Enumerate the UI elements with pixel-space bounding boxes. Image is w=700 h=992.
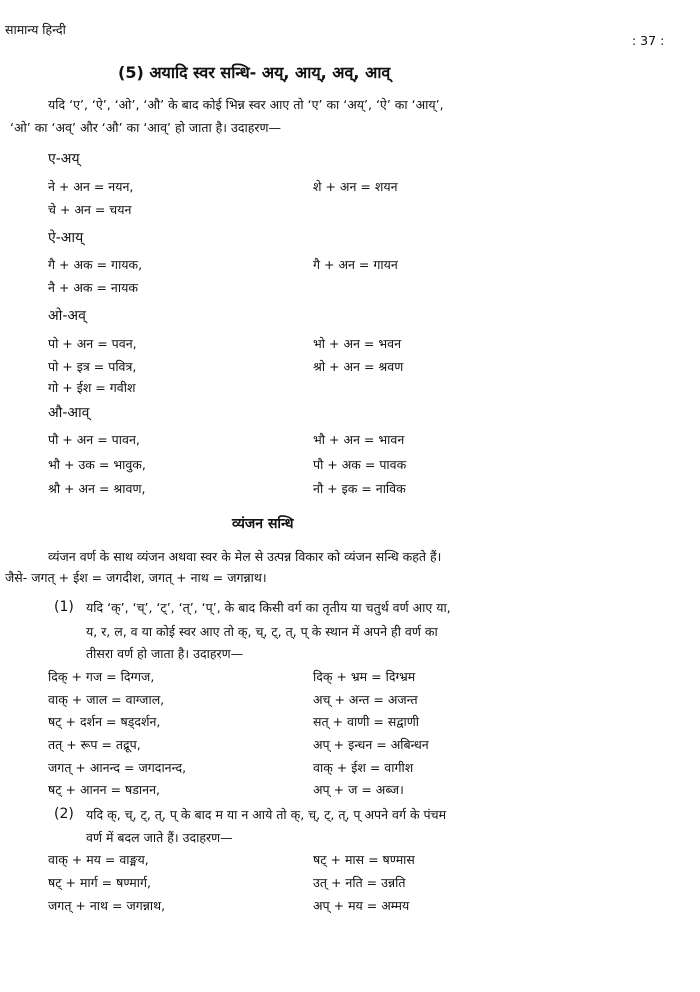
example: शे + अन = शयन	[313, 179, 398, 194]
group-heading: ए-अय्	[48, 151, 80, 167]
group-heading: औ-आव्	[48, 405, 90, 421]
example: भो + अन = भवन	[313, 336, 402, 351]
example: षट् + दर्शन = षड्दर्शन,	[48, 714, 161, 729]
example: गो + ईश = गवीश	[48, 380, 136, 395]
example: उत् + नति = उन्नति	[313, 875, 406, 890]
example: श्रौ + अन = श्रावण,	[48, 481, 146, 496]
example: पौ + अन = पावन,	[48, 432, 140, 447]
example: दिक् + गज = दिग्गज,	[48, 669, 155, 684]
example: गै + अक = गायक,	[48, 257, 143, 272]
example: अप् + इन्धन = अबिन्धन	[313, 737, 429, 752]
example: पौ + अक = पावक	[313, 457, 407, 472]
example: नौ + इक = नाविक	[313, 481, 406, 496]
rule-number: (2)	[54, 806, 74, 822]
rule-text: य, र, ल, व या कोई स्वर आए तो क्, च्, ट्, त्, प् के स्थान में अपने ही वर्ण का	[86, 624, 438, 639]
example: गै + अन = गायन	[313, 257, 398, 272]
example: षट् + मास = षण्मास	[313, 852, 415, 867]
example: सत् + वाणी = सद्वाणी	[313, 714, 420, 729]
paragraph-line: जैसे- जगत् + ईश = जगदीश, जगत् + नाथ = जगन्नाथ।	[5, 570, 267, 585]
example: वाक् + ईश = वागीश	[313, 760, 414, 775]
rule-text: यदि ‘क्’, ‘च्’, ‘ट्’, ‘त्’, ‘प्’, के बाद किसी वर्ग का तृतीय या चतुर्थ वर्ण आए या,	[86, 600, 451, 615]
example: अप् + ज = अब्ज।	[313, 782, 404, 797]
example: जगत् + नाथ = जगन्नाथ,	[48, 898, 166, 913]
paragraph-line: ‘ओ’ का ‘अव्’ और ‘औ’ का ‘आव्’ हो जाता है। उदाहरण—	[10, 120, 282, 135]
example: अप् + मय = अम्मय	[313, 898, 410, 913]
example: षट् + मार्ग = षण्मार्ग,	[48, 875, 152, 890]
rule-number: (1)	[54, 599, 74, 615]
example: भौ + अन = भावन	[313, 432, 405, 447]
example: चे + अन = चयन	[48, 202, 132, 217]
rule-text: यदि क्, च्, ट्, त्, प् के बाद म या न आये तो क्, च्, ट्, त्, प् अपने वर्ग के पंचम	[86, 807, 447, 822]
paragraph-line: व्यंजन वर्ण के साथ व्यंजन अथवा स्वर के मेल से उत्पन्न विकार को व्यंजन सन्धि कहते हैं।	[48, 549, 442, 564]
example: वाक् + मय = वाङ्मय,	[48, 852, 149, 867]
section-title: व्यंजन सन्धि	[232, 516, 294, 532]
example: ने + अन = नयन,	[48, 179, 134, 194]
group-heading: ऐ-आय्	[48, 230, 84, 246]
example: श्रो + अन = श्रवण	[313, 359, 404, 374]
example: नै + अक = नायक	[48, 280, 138, 295]
page-number: : 37 :	[632, 33, 665, 48]
example: पो + अन = पवन,	[48, 336, 137, 351]
example: षट् + आनन = षडानन,	[48, 782, 161, 797]
example: वाक् + जाल = वाग्जाल,	[48, 692, 165, 707]
rule-text: तीसरा वर्ण हो जाता है। उदाहरण—	[86, 646, 244, 661]
example: तत् + रूप = तद्रूप,	[48, 737, 141, 752]
example: जगत् + आनन्द = जगदानन्द,	[48, 760, 187, 775]
example: अच् + अन्त = अजन्त	[313, 692, 418, 707]
paragraph-line: यदि ‘ए’, ‘ऐ’, ‘ओ’, ‘औ’ के बाद कोई भिन्न स्वर आए तो ‘ए’ का ‘अय्’, ‘ऐ’ का ‘आय्’,	[48, 97, 444, 112]
section-title: (5) अयादि स्वर सन्धि- अय्, आय्, अव्, आव्	[118, 63, 391, 82]
example: भौ + उक = भावुक,	[48, 457, 146, 472]
book-title: सामान्य हिन्दी	[5, 22, 66, 37]
rule-text: वर्ण में बदल जाते हैं। उदाहरण—	[86, 830, 233, 845]
group-heading: ओ-अव्	[48, 308, 86, 324]
example: दिक् + भ्रम = दिग्भ्रम	[313, 669, 416, 684]
example: पो + इत्र = पवित्र,	[48, 359, 137, 374]
